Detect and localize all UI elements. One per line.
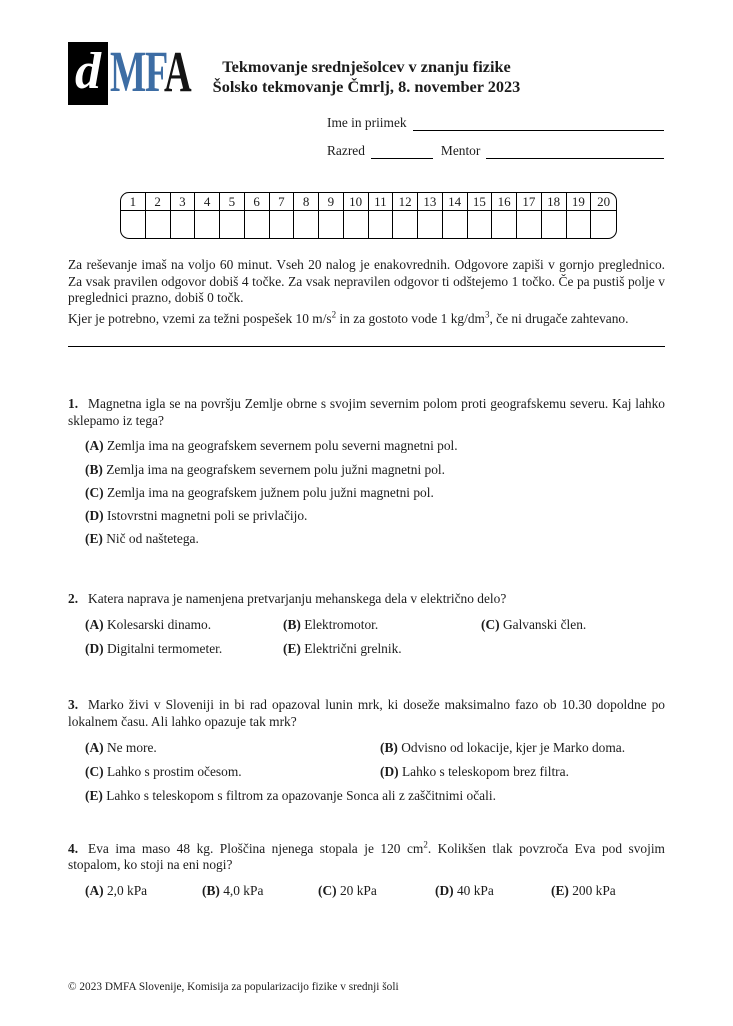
answer-grid-header-cell: 17 <box>517 193 542 211</box>
logo-letter-d: d <box>75 42 101 100</box>
logo-letter-m: M <box>110 39 145 104</box>
answer-grid-input-cell <box>492 211 517 238</box>
option-e <box>85 531 665 548</box>
option-d <box>435 883 551 900</box>
class-mentor-row <box>327 141 664 159</box>
option-label: (D) <box>85 507 104 523</box>
option-text: Lahko s teleskopom s filtrom za opazovanje Sonca ali z zaščitnimi očali. <box>106 787 496 803</box>
class-blank-line <box>371 144 433 159</box>
option-e <box>85 788 665 805</box>
name-blank-line <box>413 116 664 131</box>
option-text: Istovrstni magnetni poli se privlačijo. <box>106 507 308 523</box>
logo-letter-f: F <box>144 39 165 104</box>
mentor-blank-line <box>486 144 664 159</box>
superscript: 3 <box>484 309 490 320</box>
answer-grid-input-cell <box>393 211 418 238</box>
question-3-options <box>68 740 665 805</box>
answer-grid-header-cell: 3 <box>171 193 196 211</box>
option-label: (A) <box>85 883 104 899</box>
question-4-options <box>68 883 665 900</box>
answer-grid-input-cell <box>517 211 542 238</box>
answer-grid-input-cell <box>369 211 394 238</box>
question-3 <box>68 697 665 805</box>
answer-grid-input-cell <box>146 211 171 238</box>
answer-grid-input-cell <box>171 211 196 238</box>
option-label: (A) <box>85 739 104 755</box>
title-line-1: Tekmovanje srednješolcev v znanju fizike <box>222 57 511 76</box>
question-1-text: 1. Magnetna igla se na površju Zemlje obrne s svojim severnim polom proti geografskemu severu. Kaj lahko sklepamo iz tega? <box>68 396 665 428</box>
page-title <box>0 57 733 97</box>
option-c <box>481 617 665 634</box>
question-number: 4. <box>68 840 79 856</box>
option-d <box>380 764 665 781</box>
answer-grid <box>120 192 617 239</box>
option-label: (E) <box>551 883 569 899</box>
option-text: 200 kPa <box>572 883 616 899</box>
option-text: Lahko s prostim očesom. <box>106 763 242 779</box>
answer-grid-input-cell <box>195 211 220 238</box>
answer-grid-header-cell: 18 <box>542 193 567 211</box>
answer-grid-header-cell: 13 <box>418 193 443 211</box>
option-text: 2,0 kPa <box>106 883 148 899</box>
answer-grid-header-cell: 1 <box>121 193 146 211</box>
answer-grid-header-cell: 5 <box>220 193 245 211</box>
question-number: 3. <box>68 697 79 713</box>
option-d <box>85 641 283 658</box>
question-number: 1. <box>68 396 79 411</box>
question-4 <box>68 841 665 900</box>
option-b <box>283 617 481 634</box>
answer-grid-input-cell <box>294 211 319 238</box>
option-text: Nič od naštetega. <box>106 530 199 546</box>
answer-grid-input-cell <box>220 211 245 238</box>
answer-grid-header-cell: 14 <box>443 193 468 211</box>
answer-grid-input-cell <box>418 211 443 238</box>
answer-grid-header-cell: 10 <box>344 193 369 211</box>
option-text: Zemlja ima na geografskem južnem polu južni magnetni pol. <box>106 484 434 500</box>
option-text: Zemlja ima na geografskem severnem polu južni magnetni pol. <box>106 461 445 477</box>
answer-grid-header-cell: 6 <box>245 193 270 211</box>
option-text: 4,0 kPa <box>223 883 264 899</box>
question-1-options <box>68 438 665 547</box>
option-label: (E) <box>85 787 103 803</box>
answer-grid-input-cell <box>443 211 468 238</box>
instructions-paragraph-2: Kjer je potrebno, vzemi za težni pospešek 10 $m/s^2$ in za gostoto vode 1 $kg/dm^3$, če ni drugače zahtevano. <box>68 309 629 327</box>
name-row <box>327 113 664 131</box>
option-text: Digitalni termometer. <box>106 641 223 657</box>
option-text: Zemlja ima na geografskem severnem polu severni magnetni pol. <box>106 438 458 454</box>
section-divider <box>68 346 665 347</box>
answer-grid-header-cell: 16 <box>492 193 517 211</box>
superscript: 2 <box>331 309 337 320</box>
question-1 <box>68 396 665 547</box>
answer-grid-input-cell <box>344 211 369 238</box>
answer-grid-header-cell: 20 <box>591 193 616 211</box>
answer-grid-header-cell: 8 <box>294 193 319 211</box>
option-label: (B) <box>202 883 220 899</box>
option-a <box>85 438 665 455</box>
answer-grid-header-cell: 9 <box>319 193 344 211</box>
answer-grid-header-cell: 12 <box>393 193 418 211</box>
answer-grid-input-cell <box>468 211 493 238</box>
question-2-options <box>68 617 665 658</box>
option-label: (C) <box>85 484 104 500</box>
answer-grid-header-cell: 7 <box>270 193 295 211</box>
answer-grid-input-cell <box>567 211 592 238</box>
answer-grid-header-cell: 4 <box>195 193 220 211</box>
title-line-2: Šolsko tekmovanje Čmrlj, 8. november 2023 <box>212 77 521 96</box>
option-label: (C) <box>481 617 500 633</box>
question-2 <box>68 591 665 658</box>
instructions-paragraph-1: Za reševanje imaš na voljo 60 minut. Vseh 20 nalog je enakovrednih. Odgovore zapiši v gornjo preglednico. Za vsak pravilen odgovor dobiš 4 točke. Za vsak nepravilen odgovor ti odštejemo 1 točko. Če pa pustiš polje v preglednici prazno, dobiš 0 točk. <box>68 257 665 306</box>
option-label: (B) <box>283 617 301 633</box>
option-c <box>85 485 665 502</box>
option-label: (E) <box>283 641 301 657</box>
answer-grid-header-cell: 19 <box>567 193 592 211</box>
answer-grid-input-cell <box>319 211 344 238</box>
option-b <box>380 740 665 757</box>
logo-letter-a: A <box>164 39 191 104</box>
option-text: 20 kPa <box>339 883 377 899</box>
option-c <box>318 883 435 900</box>
answer-grid-input-cell <box>270 211 295 238</box>
option-label: (C) <box>318 883 337 899</box>
answer-grid-header-cell: 15 <box>468 193 493 211</box>
option-text: Kolesarski dinamo. <box>106 617 212 633</box>
superscript: 2 <box>423 839 428 850</box>
answer-grid-input-cell <box>542 211 567 238</box>
option-label: (D) <box>380 763 399 779</box>
option-e <box>551 883 665 900</box>
answer-grid-input-cell <box>591 211 616 238</box>
option-label: (B) <box>380 739 398 755</box>
question-4-text: 4. Eva ima maso 48 kg. Ploščina njenega stopala je 120 $cm^2$. Kolikšen tlak povzroča Eva pod svojim stopalom, ko stoji na eni nogi? <box>68 839 665 873</box>
option-b <box>202 883 318 900</box>
option-label: (D) <box>85 641 104 657</box>
instructions <box>68 257 665 328</box>
option-label: (A) <box>85 438 104 454</box>
option-label: (C) <box>85 763 104 779</box>
answer-grid-input-cell <box>121 211 146 238</box>
option-a <box>85 617 283 634</box>
option-text: Lahko s teleskopom brez filtra. <box>401 763 569 779</box>
option-text: Galvanski člen. <box>502 617 587 633</box>
answer-grid-header-cell: 2 <box>146 193 171 211</box>
option-text: Odvisno od lokacije, kjer je Marko doma. <box>401 739 626 755</box>
option-label: (B) <box>85 461 103 477</box>
option-b <box>85 462 665 479</box>
option-label: (E) <box>85 530 103 546</box>
option-text: Elektromotor. <box>304 617 379 633</box>
class-label: Razred <box>327 143 365 158</box>
footer-copyright: © 2023 DMFA Slovenije, Komisija za popularizacijo fizike v srednji šoli <box>68 981 399 993</box>
option-a <box>85 740 380 757</box>
option-text: Ne more. <box>106 739 157 755</box>
option-label: (D) <box>435 883 454 899</box>
answer-grid-input-cell <box>245 211 270 238</box>
question-number: 2. <box>68 591 79 607</box>
option-c <box>85 764 380 781</box>
name-label: Ime in priimek <box>327 115 407 130</box>
questions-section <box>68 396 665 900</box>
student-info-form <box>327 113 664 169</box>
option-label: (A) <box>85 617 104 633</box>
option-text: 40 kPa <box>456 883 494 899</box>
question-3-text: 3. Marko živi v Sloveniji in bi rad opazoval lunin mrk, ki doseže maksimalno fazo ob 10.30 dopoldne po lokalnem času. Ali lahko opazuje tak mrk? <box>68 697 665 729</box>
answer-grid-header-cell: 11 <box>369 193 394 211</box>
option-text: Električni grelnik. <box>304 641 402 657</box>
option-e <box>283 641 481 658</box>
option-a <box>85 883 202 900</box>
option-d <box>85 508 665 525</box>
question-2-text: 2. Katera naprava je namenjena pretvarjanju mehanskega dela v električno delo? <box>68 591 507 607</box>
mentor-label: Mentor <box>440 143 481 158</box>
